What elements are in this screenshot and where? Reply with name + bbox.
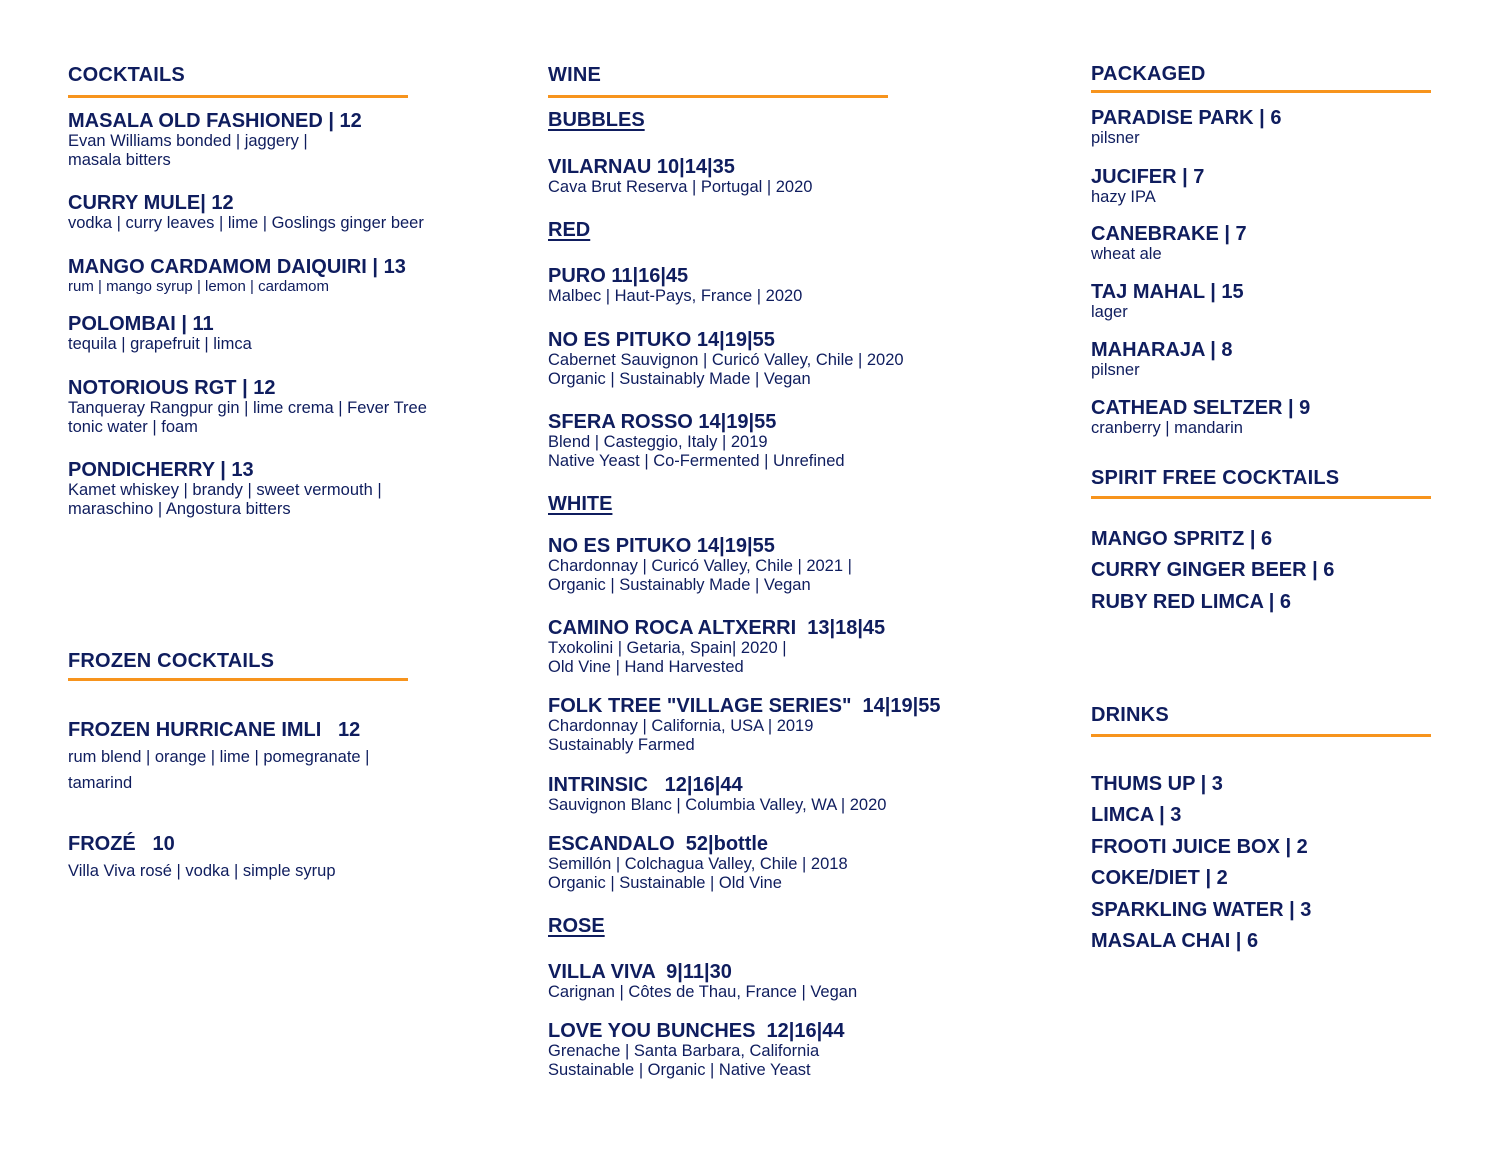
menu-item — [548, 1020, 844, 1079]
item-name: INTRINSIC 12|16|44 — [548, 774, 743, 796]
list-item: COKE/DIET | 2 — [1091, 867, 1228, 890]
drinks-list — [1091, 769, 1311, 957]
item-name: POLOMBAI | 11 — [68, 313, 214, 335]
item-desc: tequila | grapefruit | limca — [68, 335, 252, 353]
item-desc: rum blend | orange | lime | pomegranate | — [68, 748, 370, 766]
frozen-divider — [68, 678, 408, 681]
item-desc: rum | mango syrup | lemon | cardamom — [68, 278, 329, 295]
item-desc: Native Yeast | Co-Fermented | Unrefined — [548, 451, 845, 470]
item-name: CATHEAD SELTZER | 9 — [1091, 397, 1311, 419]
subheading-white: WHITE — [548, 493, 613, 515]
item-desc: Villa Viva rosé | vodka | simple syrup — [68, 862, 336, 880]
list-item: FROOTI JUICE BOX | 2 — [1091, 835, 1308, 858]
packaged-heading: PACKAGED — [1091, 63, 1206, 85]
menu-item — [548, 617, 885, 676]
item-name: PONDICHERRY | 13 — [68, 459, 254, 481]
item-name: ESCANDALO 52|bottle — [548, 833, 769, 855]
item-name: CURRY MULE| 12 — [68, 192, 234, 214]
item-name: CAMINO ROCA ALTXERRI 13|18|45 — [548, 617, 886, 639]
cocktails-heading: COCKTAILS — [68, 64, 185, 86]
frozen-heading: FROZEN COCKTAILS — [68, 650, 275, 672]
spirit-free-heading: SPIRIT FREE COCKTAILS — [1091, 467, 1340, 489]
item-desc: tamarind — [68, 774, 133, 792]
item-name: MASALA OLD FASHIONED | 12 — [68, 110, 362, 132]
item-desc: Semillón | Colchagua Valley, Chile | 2018 — [548, 855, 848, 873]
subheading-red: RED — [548, 219, 591, 241]
item-desc: Chardonnay | California, USA | 2019 — [548, 717, 814, 735]
item-name: PARADISE PARK | 6 — [1091, 107, 1282, 129]
item-desc: Organic | Sustainably Made | Vegan — [548, 369, 811, 388]
cocktails-divider — [68, 95, 408, 98]
item-name: FOLK TREE "VILLAGE SERIES" 14|19|55 — [548, 695, 941, 717]
item-desc: Sauvignon Blanc | Columbia Valley, WA | 2020 — [548, 796, 887, 814]
item-desc: hazy IPA — [1091, 188, 1156, 206]
item-desc: pilsner — [1091, 129, 1140, 147]
item-desc: Organic | Sustainable | Old Vine — [548, 873, 782, 892]
menu-item — [68, 192, 424, 233]
item-desc: masala bitters — [68, 150, 171, 169]
list-item: LIMCA | 3 — [1091, 804, 1182, 827]
item-name: TAJ MAHAL | 15 — [1091, 281, 1244, 303]
menu-item — [548, 833, 848, 892]
item-desc: Sustainably Farmed — [548, 735, 695, 754]
menu-item — [548, 411, 845, 470]
spirit-free-list — [1091, 524, 1334, 618]
drinks-divider — [1091, 734, 1431, 737]
item-name: NOTORIOUS RGT | 12 — [68, 377, 276, 399]
item-desc: Evan Williams bonded | jaggery | — [68, 132, 308, 150]
subheading-rose: ROSE — [548, 915, 605, 937]
menu-item — [1091, 107, 1281, 148]
wine-divider — [548, 95, 888, 98]
menu-item — [1091, 339, 1233, 380]
list-item: MASALA CHAI | 6 — [1091, 929, 1259, 952]
item-name: CANEBRAKE | 7 — [1091, 223, 1247, 245]
menu-item — [548, 774, 886, 815]
menu-item — [548, 329, 904, 388]
list-item: MANGO SPRITZ | 6 — [1091, 528, 1273, 550]
item-name: NO ES PITUKO 14|19|55 — [548, 535, 775, 557]
menu-item — [548, 265, 802, 306]
item-name: NO ES PITUKO 14|19|55 — [548, 329, 775, 351]
item-desc: Carignan | Côtes de Thau, France | Vegan — [548, 983, 858, 1001]
menu-item — [68, 719, 369, 796]
menu-item — [68, 833, 336, 884]
wine-heading: WINE — [548, 64, 602, 86]
menu-item — [68, 459, 382, 518]
item-desc: wheat ale — [1091, 245, 1162, 263]
item-desc: Organic | Sustainably Made | Vegan — [548, 575, 811, 594]
menu-item — [68, 256, 406, 297]
item-name: LOVE YOU BUNCHES 12|16|44 — [548, 1020, 845, 1042]
item-desc: lager — [1091, 303, 1128, 321]
menu-item — [1091, 166, 1204, 207]
item-desc: Old Vine | Hand Harvested — [548, 657, 744, 676]
packaged-divider — [1091, 90, 1431, 93]
item-desc: Cabernet Sauvignon | Curicó Valley, Chile | 2020 — [548, 351, 904, 369]
item-desc: Cava Brut Reserva | Portugal | 2020 — [548, 178, 813, 196]
item-name: SFERA ROSSO 14|19|55 — [548, 411, 777, 433]
item-desc: Kamet whiskey | brandy | sweet vermouth | — [68, 481, 382, 499]
menu-item — [1091, 397, 1310, 438]
item-name: MAHARAJA | 8 — [1091, 339, 1233, 361]
item-name: MANGO CARDAMOM DAIQUIRI | 13 — [68, 256, 406, 278]
item-name: FROZÉ 10 — [68, 833, 175, 855]
subheading-bubbles: BUBBLES — [548, 109, 645, 131]
menu-item — [548, 156, 812, 197]
menu-item — [68, 377, 427, 436]
list-item: SPARKLING WATER | 3 — [1091, 898, 1312, 921]
item-desc: Tanqueray Rangpur gin | lime crema | Fever Tree — [68, 399, 427, 417]
item-desc: pilsner — [1091, 361, 1140, 379]
item-name: FROZEN HURRICANE IMLI 12 — [68, 719, 361, 741]
spirit-free-divider — [1091, 496, 1431, 499]
list-item: THUMS UP | 3 — [1091, 773, 1223, 795]
item-desc: Chardonnay | Curicó Valley, Chile | 2021 | — [548, 557, 852, 575]
menu-item — [548, 535, 852, 594]
menu-item — [1091, 281, 1244, 322]
item-desc: maraschino | Angostura bitters — [68, 499, 291, 518]
menu-item — [68, 110, 362, 169]
item-desc: Sustainable | Organic | Native Yeast — [548, 1060, 811, 1079]
item-desc: Malbec | Haut-Pays, France | 2020 — [548, 287, 803, 305]
item-desc: Blend | Casteggio, Italy | 2019 — [548, 433, 768, 451]
item-desc: vodka | curry leaves | lime | Goslings ginger beer — [68, 214, 424, 232]
item-name: JUCIFER | 7 — [1091, 166, 1205, 188]
drinks-heading: DRINKS — [1091, 704, 1169, 726]
item-desc: Txokolini | Getaria, Spain| 2020 | — [548, 639, 787, 657]
item-desc: Grenache | Santa Barbara, California — [548, 1042, 820, 1060]
menu-item — [68, 313, 252, 354]
menu-item — [1091, 223, 1247, 264]
menu-item — [548, 695, 940, 754]
item-desc: tonic water | foam — [68, 417, 198, 436]
item-name: PURO 11|16|45 — [548, 265, 689, 287]
list-item: CURRY GINGER BEER | 6 — [1091, 559, 1335, 582]
menu-item — [548, 961, 857, 1002]
item-name: VILARNAU 10|14|35 — [548, 156, 735, 178]
item-desc: cranberry | mandarin — [1091, 419, 1243, 437]
list-item: RUBY RED LIMCA | 6 — [1091, 590, 1292, 613]
item-name: VILLA VIVA 9|11|30 — [548, 961, 732, 983]
